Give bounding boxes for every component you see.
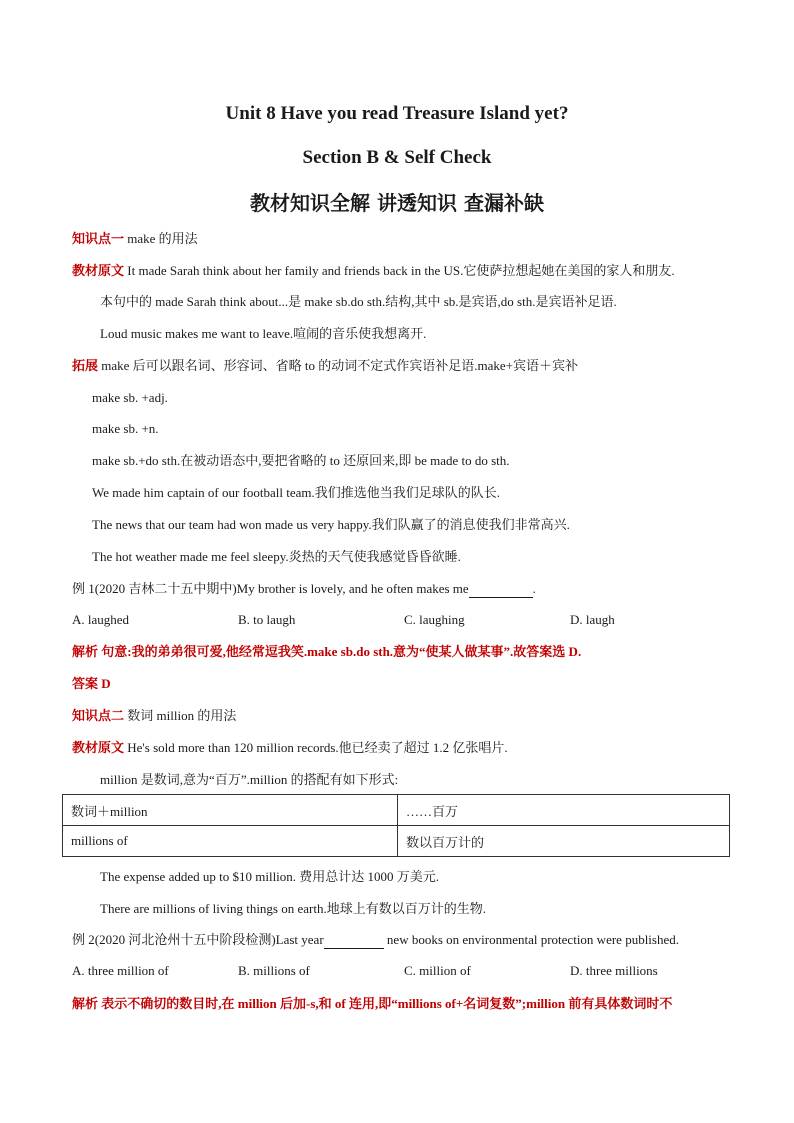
pattern-2: make sb. +n. <box>92 421 159 436</box>
exercise-1-answer <box>72 675 111 694</box>
table-row <box>63 826 730 857</box>
unit-title: Unit 8 Have you read Treasure Island yet? <box>225 103 569 124</box>
source-text-2 <box>72 739 508 758</box>
million-example-1: The expense added up to $10 million. 费用总计达 1000 万美元. <box>100 869 440 884</box>
exercise-2-stem <box>72 931 679 949</box>
knowledge-point-1 <box>72 230 198 249</box>
exercise-1-stem <box>72 580 536 598</box>
exercise-1-option-a[interactable]: A. laughed <box>72 612 130 627</box>
extension-content: make 后可以跟名词、形容词、省略 to 的动词不定式作宾语补足语.make+宾语＋宾补 <box>98 358 579 373</box>
source-text-1 <box>72 262 675 281</box>
exercise-1-option-c[interactable]: C. laughing <box>404 612 465 627</box>
exercise-1-stem-end: . <box>532 581 536 596</box>
exercise-2-option-d[interactable]: D. three millions <box>570 963 658 978</box>
knowledge-point-2 <box>72 707 236 726</box>
exercise-2-stem-text: 例 2(2020 河北沧州十五中阶段检测)Last year <box>72 932 324 947</box>
exercise-2-analysis-label: 解析 <box>72 997 99 1012</box>
example-sentence-2: The news that our team had won made us very happy.我们队赢了的消息使我们非常高兴. <box>92 517 570 532</box>
exercise-1-analysis-text: 句意:我的弟弟很可爱,他经常逗我笑.make sb.do sth.意为“使某人做某事”.故答案选 D. <box>98 644 582 659</box>
table-cell: millions of <box>63 826 398 857</box>
pattern-3: make sb.+do sth.在被动语态中,要把省略的 to 还原回来,即 be made to do sth. <box>92 453 510 468</box>
million-note: million 是数词,意为“百万”.million 的搭配有如下形式: <box>100 772 399 787</box>
extension-label: 拓展 <box>72 359 99 374</box>
note-line-1: 本句中的 made Sarah think about...是 make sb.do sth.结构,其中 sb.是宾语,do sth.是宾语补足语. <box>100 294 617 309</box>
source-text-1-label: 教材原文 <box>72 264 125 279</box>
exercise-2-option-a[interactable]: A. three million of <box>72 963 169 978</box>
exercise-2-option-c[interactable]: C. million of <box>404 963 471 978</box>
example-sentence-1: We made him captain of our football team.我们推选他当我们足球队的队长. <box>92 485 501 500</box>
source-text-1-content: It made Sarah think about her family and friends back in the US.它使萨拉想起她在美国的家人和朋友. <box>124 263 675 278</box>
table-cell: ……百万 <box>398 795 730 826</box>
table-cell: 数以百万计的 <box>398 826 730 857</box>
section-title: Section B & Self Check <box>302 147 492 168</box>
pattern-1: make sb. +adj. <box>92 390 168 405</box>
exercise-1-analysis <box>72 643 581 662</box>
source-text-2-label: 教材原文 <box>72 741 125 756</box>
exercise-2-stem-end: new books on environmental protection were published. <box>383 932 679 947</box>
exercise-1-stem-text: 例 1(2020 吉林二十五中期中)My brother is lovely, and he often makes me <box>72 581 469 596</box>
exercise-1-blank[interactable] <box>469 583 533 598</box>
source-text-2-content: He's sold more than 120 million records.他已经卖了超过 1.2 亿张唱片. <box>124 740 508 755</box>
exercise-2-analysis <box>72 995 672 1014</box>
exercise-2-analysis-text: 表示不确切的数目时,在 million 后加-s,和 of 连用,即“millions of+名词复数”;million 前有具体数词时不 <box>98 996 673 1011</box>
exercise-1-analysis-label: 解析 <box>72 645 99 660</box>
exercise-1-option-d[interactable]: D. laugh <box>570 612 615 627</box>
exercise-2-blank[interactable] <box>324 934 384 949</box>
knowledge-point-1-topic: make 的用法 <box>124 231 198 246</box>
table-cell: 数词＋million <box>63 795 398 826</box>
exercise-1-answer-text: D <box>98 676 111 691</box>
million-example-2: There are millions of living things on earth.地球上有数以百万计的生物. <box>100 901 486 916</box>
section-heading: 教材知识全解 讲透知识 查漏补缺 <box>250 191 544 215</box>
example-sentence-3: The hot weather made me feel sleepy.炎热的天气使我感觉昏昏欲睡. <box>92 549 461 564</box>
table-row <box>63 795 730 826</box>
million-collocation-table <box>62 794 730 857</box>
knowledge-point-1-label: 知识点一 <box>72 232 125 247</box>
knowledge-point-2-topic: 数词 million 的用法 <box>124 708 237 723</box>
exercise-1-option-b[interactable]: B. to laugh <box>238 612 296 627</box>
note-line-2: Loud music makes me want to leave.喧闹的音乐使我想离开. <box>100 326 427 341</box>
knowledge-point-2-label: 知识点二 <box>72 709 125 724</box>
exercise-2-option-b[interactable]: B. millions of <box>238 963 310 978</box>
extension-line <box>72 357 578 376</box>
exercise-1-answer-label: 答案 <box>72 677 99 692</box>
